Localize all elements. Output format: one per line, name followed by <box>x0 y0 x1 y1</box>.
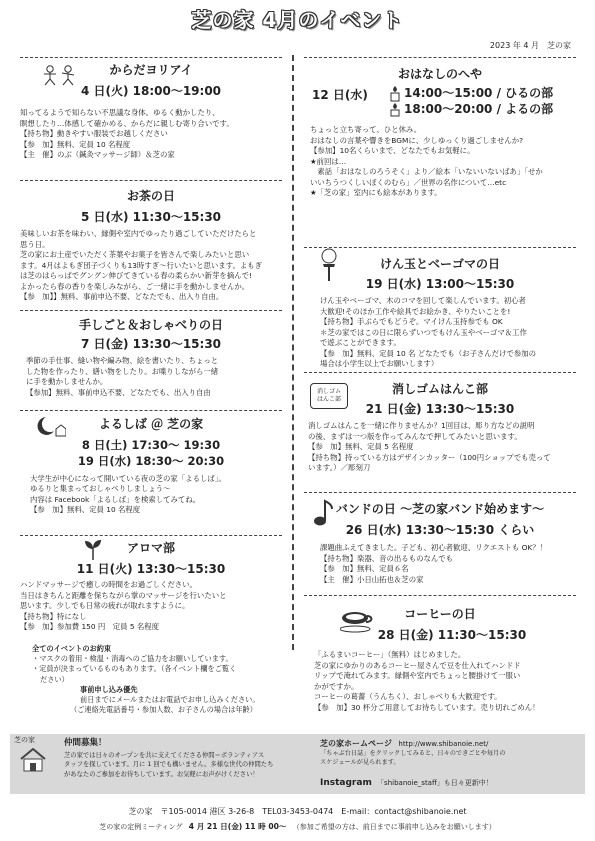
recruit-line: があなたのご参加をお待ちしています。お気軽にお声がけください！ <box>64 770 259 778</box>
yoru-when-2: 19 日(水) 18:30〜 20:30 <box>77 454 225 469</box>
coffee-cup-icon <box>340 608 374 634</box>
aroma-line: 思います。少しでも日常の疲れが取れますように。 <box>20 601 190 611</box>
shigoto-line: に手を動かしませんか。 <box>26 377 108 387</box>
notice-box <box>20 644 278 716</box>
kendama-line: けん玉やベーゴマ、木のコマを回して楽しんでいます。初心者 <box>320 296 526 306</box>
ocha-line: は芝のはらっぱでグングン伸びてきている春の柔らかい新芽を摘んで! <box>20 271 252 281</box>
kendama-line: 大歓迎!そのほか工作や絵具でお絵かき、やりたいことを! <box>320 306 511 316</box>
shigoto-when: 7 日(金) 13:30〜15:30 <box>80 337 222 352</box>
issue-date <box>490 40 571 51</box>
hp-title: 芝の家ホームページ <box>320 739 392 748</box>
notice-line: ださい） <box>40 674 69 684</box>
sprout-icon <box>84 538 102 560</box>
hp-line: スケジュールが見られます。 <box>320 758 400 766</box>
column-divider <box>292 55 294 650</box>
recruit-title: 仲間募集！ <box>64 738 107 748</box>
notice-line: （ご連絡先電話番号・参加人数、お子さんの場合は年齢） <box>70 705 257 715</box>
ohanashi-heading: おはなしのへや <box>397 67 482 81</box>
band-when: 26 日(水) 13:30〜15:30 くらい <box>345 523 535 538</box>
yoru-when-1: 8 日(土) 17:30〜 19:30 <box>81 438 221 453</box>
coffee-line: かがですか。 <box>314 681 359 691</box>
notice-heading-apply: 事前申し込み優先 <box>80 684 138 694</box>
notice-line: ・マスクの着用・検温・消毒へのご協力をお願いしています。 <box>32 654 233 664</box>
meeting-note: （参加ご希望の方は、前日までに事前申し込みをお願いします） <box>292 823 496 831</box>
karada-line: 知ってるようで知らない不思議な身体。ゆるく動かしたり、 <box>20 108 220 118</box>
ocha-line: ます。4月はよもぎ団子づくりも13時すぎ〜行いたいと思います。よもぎ <box>20 260 263 270</box>
ocha-heading: お茶の日 <box>126 189 175 203</box>
kendama-line: 【参 加】無料、定員 10 名 どなたでも（お子さんだけで参加の <box>320 348 537 358</box>
yoru-line: 内容は Facebook「よるしば」を検索してみてね。 <box>30 494 201 504</box>
stamp-badge-line-1: 消しゴム <box>316 388 341 395</box>
coffee-line: コーヒーの葛薔（うんちく）、おしゃべりも大歓迎です。 <box>314 692 502 702</box>
moon-house-icon <box>36 415 66 437</box>
band-heading: バンドの日 〜芝の家バンド始めます〜 <box>335 502 545 516</box>
section-keshigomu <box>304 372 576 490</box>
people-icon <box>40 64 80 86</box>
coffee-line: 「ふるまいコーヒー」（無料）はじめました。 <box>314 650 466 660</box>
aroma-heading: アロマ部 <box>126 541 175 555</box>
shigoto-line: 季節の手仕事、縫い物や編み物、絵を書いたり、ちょっと <box>26 356 219 366</box>
aroma-line: 【持ち物】特になし <box>20 611 87 621</box>
band-line: 【持ち物】楽器、音の出るものなんでも <box>320 553 454 563</box>
hp-line: 「ちゃぶ台日誌」をクリックしてみると、日々のできごとや毎月の <box>320 750 506 757</box>
aroma-line: 当日はきちんと距離を保ちながら掌のマッサージを行いたいと <box>20 590 227 600</box>
yoru-line: 大学生が中心になって開いている夜の芝の家「よるしば」。 <box>30 473 226 483</box>
shigoto-heading: 手しごと＆おしゃべりの日 <box>78 318 223 332</box>
keshigomu-when: 21 日(金) 13:30〜15:30 <box>365 402 515 417</box>
instagram-text: 「shibanoie_staff」も日々更新中！ <box>377 779 493 787</box>
ohanashi-day: 12 日(水) <box>312 88 368 103</box>
keshigomu-heading: 消しゴムはんこ部 <box>391 382 488 396</box>
kendama-heading: けん玉とベーゴマの日 <box>379 257 500 271</box>
ohanashi-when-night: 18:00〜20:00 / よるの部 <box>404 102 554 117</box>
coffee-heading: コーヒーの日 <box>404 607 476 621</box>
coffee-line: リップで淹れてみます。縁側や室内でちょっと腰掛けて一服い <box>314 671 521 681</box>
section-ohanashi <box>304 57 576 247</box>
section-shigoto <box>20 310 282 410</box>
keshigomu-line: 【持ち物】持っている方はデザインカッター（100円ショップでも売って <box>308 452 551 462</box>
band-line: 課題曲ふえてきました。子ども、初心者歓迎、リクエストも OK？！ <box>320 543 548 553</box>
ocha-line: 芝の家にお土産でいただく茶葉やお菓子を皆さんで楽しみたいと思い <box>20 250 250 260</box>
ohanashi-line: いいちうつくしいぼくのむら」／世界の名作について…etc <box>310 177 507 187</box>
ohanashi-line: 素話「おはなしのろうそく」より／絵本「いないいないばあ」「せか <box>310 167 543 177</box>
stamp-badge <box>310 383 348 409</box>
footer-info-box <box>10 734 585 794</box>
section-aroma <box>20 535 282 642</box>
ohanashi-when-day: 14:00〜15:00 / ひるの部 <box>404 86 554 101</box>
yoru-heading: よるしば ＠ 芝の家 <box>98 417 204 431</box>
notice-heading-rules: 全てのイベントのお約束 <box>32 644 112 653</box>
kendama-line: 場合は小学生以上でお願いします） <box>320 359 439 369</box>
yoru-line: ゆるりと集まっておしゃべりしましょう〜 <box>30 484 171 494</box>
hp-url-link[interactable]: http://www.shibanoie.net/ <box>398 740 489 748</box>
kendama-icon <box>318 248 340 282</box>
ocha-line: よかったら春の香りを楽しみながら、ご一緒に手を動かしませんか。 <box>20 281 250 291</box>
instagram-label: Instagram <box>320 778 372 788</box>
aroma-line: 【参 加】参加費 150 円 定員 5 名程度 <box>20 622 160 632</box>
ohanashi-line: ★「芝の家」室内にも絵本があります。 <box>310 188 442 198</box>
section-yoru <box>20 410 282 535</box>
recruit-line: 芝の家では日々のオープンを共に支えてくださる仲間＝ボランティアス <box>64 752 265 759</box>
kendama-line: ＊芝の家ではこの日に限らずいつでもけん玉やベーゴマ＆工作 <box>320 327 527 337</box>
ohanashi-line: おはなしの言葉や響きをBGMに、少しゆっくり過ごしませんか? <box>310 135 524 145</box>
stamp-badge-line-2: はんこ部 <box>316 395 341 403</box>
karada-line: 【持ち物】動きやすい服装でお越しください <box>20 129 168 139</box>
band-line: 【参 加】無料、定員６名 <box>320 564 409 574</box>
meeting-label: 芝の家の定例ミーティング <box>99 823 183 831</box>
ohanashi-line: 【参加】10名くらいまで、どなたでもお気軽に。 <box>310 146 475 156</box>
karada-when: 4 日(火) 18:00〜19:00 <box>80 84 222 99</box>
aroma-when: 11 日(火) 13:30〜15:30 <box>76 562 226 577</box>
logo-text: 芝の家 <box>14 736 35 744</box>
keshigomu-line: 消しゴムはんこを一緒に作りませんか？1回目は、彫り方などの説明 <box>308 421 535 431</box>
contact-line: 芝の家 〒105-0014 港区 3-26-8 TEL03-3453-0474 E-mail：contact@shibanoie.net <box>128 807 467 816</box>
meeting-line <box>0 822 595 833</box>
house-icon <box>20 748 46 772</box>
music-note-icon <box>312 499 336 527</box>
kendama-line: 【持ち物】手ぶらでもどうぞ。マイけん玉持参でも OK <box>320 317 503 327</box>
ocha-when: 5 日(水) 11:30〜15:30 <box>80 210 222 225</box>
notice-line: 前日までにメールまたはお電話でお申し込みください。 <box>80 695 260 705</box>
karada-line: 瞑想したり…体感して確かめる、からだに親しむ寄り合いです。 <box>20 118 234 128</box>
candle-icon <box>388 85 402 117</box>
keshigomu-line: います。）／彫刻刀 <box>308 463 371 473</box>
ocha-line: 美味しいお茶を味わい、縁側や室内でゆったり過ごしていただけたらと <box>20 229 257 239</box>
page-title: 芝の家 4月のイベント <box>191 8 404 32</box>
kendama-line: で遊ぶことができます。 <box>320 338 401 348</box>
keshigomu-line: の後、まずは一つ版を作ってみんなで押してみたいと思います。 <box>308 431 522 441</box>
recruit-panel <box>10 734 310 794</box>
homepage-panel <box>316 734 585 794</box>
karada-heading: からだヨリアイ <box>109 63 193 77</box>
issue-org: 芝の家 <box>547 41 571 50</box>
section-karada <box>20 57 282 180</box>
shigoto-line: 【参加】無料、事前申込不要、どなたでも、出入り自由 <box>26 387 211 397</box>
notice-line: ・定員が決まっているものもあります。（各イベント欄をご覧く <box>32 664 237 674</box>
section-coffee <box>304 595 576 730</box>
coffee-when: 28 日(金) 11:30〜15:30 <box>377 628 527 643</box>
ohanashi-line: ★前回は… <box>310 156 347 166</box>
keshigomu-line: 【参 加】無料、定員 5 名程度 <box>308 442 414 452</box>
aroma-line: ハンドマッサージで癒しの時間をお過ごしください。 <box>20 580 197 590</box>
issue-month: 2023 年 4 月 <box>489 41 539 50</box>
shigoto-line: した物を作ったり、繕い物をしたり。お喋りしながら一緒 <box>26 366 219 376</box>
ocha-line: 【参 加】】無料、事前申込不要、どなたでも、出入り自由。 <box>20 292 224 302</box>
section-kendama <box>304 247 576 370</box>
yoru-line: 【参 加】無料、定員 10 名程度 <box>30 505 141 515</box>
karada-line: 【参 加】無料、定員 10 名程度 <box>20 139 131 149</box>
coffee-line: 【参 加】30 杯分ご用意してお待ちしています。売り切れごめん！ <box>314 702 540 712</box>
recruit-line: タッフを探しています。月に 1 回でも構いません。多様な世代の仲間たち <box>64 761 274 769</box>
coffee-line: 芝の家にゆかりのあるコーヒー屋さんで豆を仕入れてハンドド <box>314 660 521 670</box>
kendama-when: 19 日(水) 13:00〜15:30 <box>365 277 515 292</box>
band-line: 【主 催】小日山拓也＆芝の家 <box>320 574 424 584</box>
ocha-line: 思う日。 <box>20 239 50 249</box>
section-ocha <box>20 180 282 310</box>
section-band <box>304 492 576 592</box>
ohanashi-line: ちょっと立ち寄って、ひと休み。 <box>310 125 422 135</box>
karada-line: 【主 催】のぶ（鍼灸マッサージ師）＆芝の家 <box>20 150 175 160</box>
meeting-date: 4 月 21 日(金) 11 時 00〜 <box>188 822 287 831</box>
